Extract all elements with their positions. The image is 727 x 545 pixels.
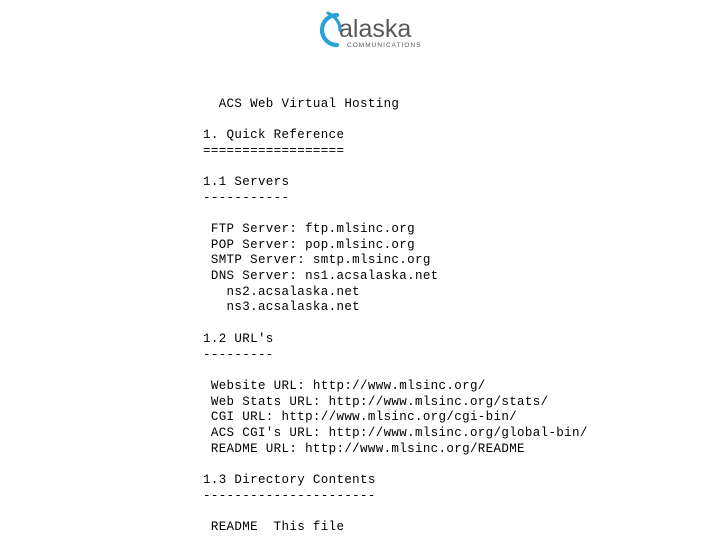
text-blank-line [203,316,588,332]
alaska-communications-logo [306,6,422,54]
text-line: Web Stats URL: http://www.mlsinc.org/stats/ [203,394,549,409]
readme-text [203,97,588,536]
text-line: 1.2 URL's [203,331,274,346]
text-line: ================== [203,143,345,158]
logo-header [0,6,727,59]
text-line: CGI URL: http://www.mlsinc.org/cgi-bin/ [203,410,518,425]
text-line: --------- [203,347,274,362]
text-line: ----------- [203,190,290,205]
text-line: Website URL: http://www.mlsinc.org/ [203,378,486,393]
text-line: ns2.acsalaska.net [203,284,361,299]
text-blank-line [203,504,588,520]
text-line: ACS CGI's URL: http://www.mlsinc.org/global-bin/ [203,425,588,440]
text-line: ns3.acsalaska.net [203,300,361,315]
text-line: POP Server: pop.mlsinc.org [203,237,415,252]
text-blank-line [203,159,588,175]
text-blank-line [203,363,588,379]
text-line: 1.1 Servers [203,174,290,189]
text-line: 1.3 Directory Contents [203,473,376,487]
text-line: DNS Server: ns1.acsalaska.net [203,269,439,284]
text-line: README This file [203,520,345,535]
text-blank-line [203,112,588,128]
text-line: 1. Quick Reference [203,127,345,142]
text-blank-line [203,457,588,473]
svg-text:alaska: alaska [338,15,411,43]
text-blank-line [203,206,588,222]
text-line: FTP Server: ftp.mlsinc.org [203,222,415,236]
text-line: README URL: http://www.mlsinc.org/README [203,441,525,456]
text-line: ---------------------- [203,488,376,503]
svg-text:COMMUNICATIONS: COMMUNICATIONS [346,42,422,49]
text-line: ACS Web Virtual Hosting [203,96,400,111]
text-line: SMTP Server: smtp.mlsinc.org [203,253,431,268]
